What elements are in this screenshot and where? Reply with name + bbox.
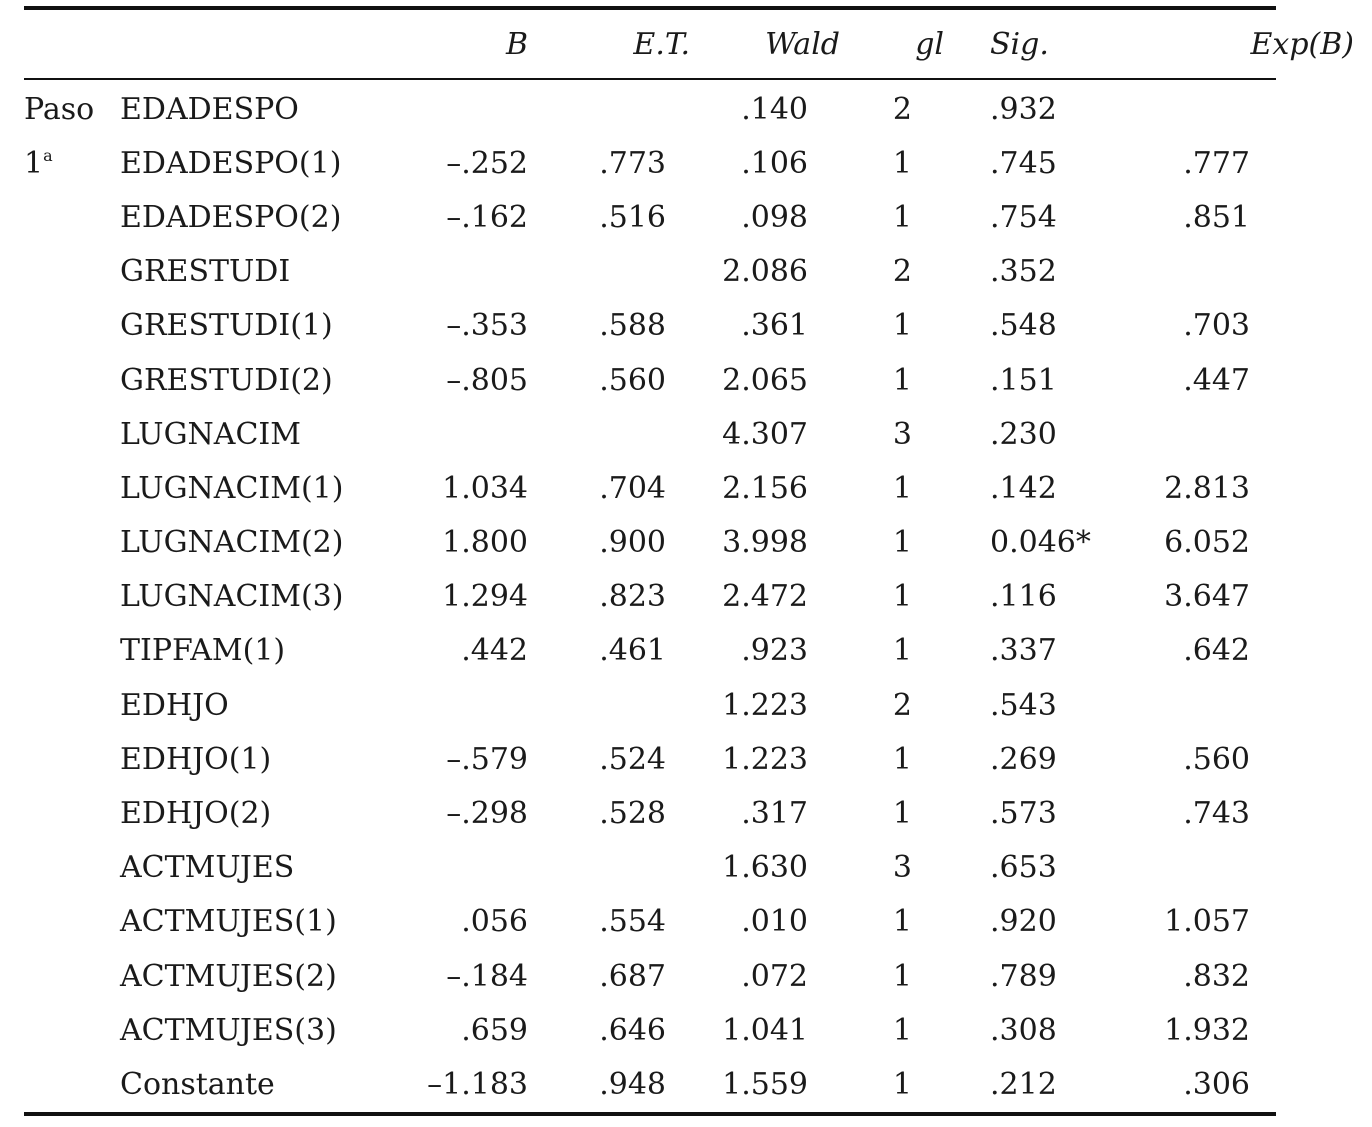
cell-exp: .306 bbox=[1183, 1066, 1250, 1102]
cell-exp: .447 bbox=[1183, 362, 1250, 398]
cell-exp: .832 bbox=[1183, 958, 1250, 994]
cell-gl: 3 bbox=[892, 850, 912, 886]
cell-wald: .140 bbox=[741, 91, 808, 127]
header-step bbox=[24, 10, 120, 78]
cell-var: ACTMUJES(2) bbox=[120, 958, 337, 994]
table-row bbox=[24, 1003, 1276, 1057]
cell-var: ACTMUJES bbox=[120, 850, 295, 886]
cell-step bbox=[24, 895, 120, 949]
cell-gl: 1 bbox=[892, 362, 912, 398]
table-row bbox=[24, 949, 1276, 1003]
table-row bbox=[24, 1057, 1276, 1111]
cell-var: GRESTUDI(1) bbox=[120, 308, 333, 344]
header-b: B bbox=[505, 26, 528, 62]
cell-wald: .361 bbox=[741, 308, 808, 344]
step-number bbox=[24, 136, 120, 190]
cell-exp: 2.813 bbox=[1164, 470, 1250, 506]
cell-var: EDHJO(1) bbox=[120, 741, 272, 777]
cell-b: –.579 bbox=[446, 741, 528, 777]
header-variable bbox=[120, 10, 382, 78]
table-row bbox=[24, 895, 1276, 949]
cell-step bbox=[24, 624, 120, 678]
cell-sig: .653 bbox=[990, 850, 1057, 886]
cell-gl: 2 bbox=[892, 254, 912, 290]
cell-gl: 1 bbox=[892, 308, 912, 344]
cell-sig: .573 bbox=[990, 796, 1057, 832]
cell-wald: 1.223 bbox=[722, 687, 808, 723]
cell-wald: 1.041 bbox=[722, 1012, 808, 1048]
cell-b: 1.034 bbox=[442, 470, 528, 506]
regression-table bbox=[24, 6, 1354, 1116]
cell-sig: .920 bbox=[990, 904, 1057, 940]
cell-gl: 1 bbox=[892, 741, 912, 777]
cell-step bbox=[24, 841, 120, 895]
cell-b: –1.183 bbox=[427, 1066, 528, 1102]
header-row bbox=[24, 10, 1372, 78]
cell-sig: .754 bbox=[990, 199, 1057, 235]
cell-et: .560 bbox=[599, 362, 666, 398]
cell-exp: .642 bbox=[1183, 633, 1250, 669]
cell-et: .948 bbox=[599, 1066, 666, 1102]
cell-exp: .851 bbox=[1183, 199, 1250, 235]
cell-et: .528 bbox=[599, 796, 666, 832]
cell-b: .056 bbox=[461, 904, 528, 940]
cell-wald: .072 bbox=[741, 958, 808, 994]
cell-var: EDADESPO(2) bbox=[120, 199, 342, 235]
cell-sig: .745 bbox=[990, 145, 1057, 181]
cell-exp bbox=[1067, 80, 1276, 136]
cell-step bbox=[24, 299, 120, 353]
cell-gl: 1 bbox=[892, 904, 912, 940]
cell-b: –.805 bbox=[446, 362, 528, 398]
cell-et: .704 bbox=[599, 470, 666, 506]
cell-b: –.298 bbox=[446, 796, 528, 832]
cell-sig: .352 bbox=[990, 254, 1057, 290]
cell-gl: 1 bbox=[892, 1066, 912, 1102]
cell-gl: 3 bbox=[892, 416, 912, 452]
cell-sig: .116 bbox=[990, 579, 1057, 615]
coefficients-table bbox=[24, 10, 1372, 78]
cell-var: EDHJO bbox=[120, 687, 229, 723]
cell-et bbox=[528, 841, 666, 895]
table-row bbox=[24, 190, 1276, 244]
cell-et: .461 bbox=[599, 633, 666, 669]
step-label: Paso bbox=[24, 91, 95, 127]
cell-b: –.252 bbox=[446, 145, 528, 181]
cell-et bbox=[528, 678, 666, 732]
cell-wald: 2.472 bbox=[722, 579, 808, 615]
cell-var: ACTMUJES(1) bbox=[120, 904, 337, 940]
table-row bbox=[24, 299, 1276, 353]
table-header bbox=[24, 10, 1372, 78]
cell-exp: .703 bbox=[1183, 308, 1250, 344]
cell-var: EDHJO(2) bbox=[120, 796, 272, 832]
bottom-rule bbox=[24, 1112, 1276, 1116]
cell-wald: .098 bbox=[741, 199, 808, 235]
cell-var: ACTMUJES(3) bbox=[120, 1012, 337, 1048]
cell-gl: 1 bbox=[892, 633, 912, 669]
cell-sig: .932 bbox=[990, 91, 1057, 127]
step-footnote-marker: a bbox=[43, 145, 53, 165]
cell-wald: 4.307 bbox=[722, 416, 808, 452]
cell-step bbox=[24, 190, 120, 244]
cell-exp: .743 bbox=[1183, 796, 1250, 832]
table-row bbox=[24, 570, 1276, 624]
cell-exp bbox=[1067, 245, 1276, 299]
cell-exp bbox=[1067, 678, 1276, 732]
cell-b: 1.294 bbox=[442, 579, 528, 615]
cell-et: .823 bbox=[599, 579, 666, 615]
cell-wald: 1.630 bbox=[722, 850, 808, 886]
cell-gl: 1 bbox=[892, 199, 912, 235]
table-row bbox=[24, 353, 1276, 407]
table-row bbox=[24, 245, 1276, 299]
header-exp: Exp(B) bbox=[1250, 26, 1354, 62]
cell-wald: .317 bbox=[741, 796, 808, 832]
cell-exp bbox=[1067, 841, 1276, 895]
cell-sig: .337 bbox=[990, 633, 1057, 669]
cell-et: .524 bbox=[599, 741, 666, 777]
cell-et bbox=[528, 245, 666, 299]
cell-et: .554 bbox=[599, 904, 666, 940]
cell-wald: .010 bbox=[741, 904, 808, 940]
step-number-text: 1 bbox=[24, 145, 44, 181]
cell-b bbox=[382, 407, 528, 461]
cell-step bbox=[24, 949, 120, 1003]
cell-sig: .789 bbox=[990, 958, 1057, 994]
cell-var: LUGNACIM(2) bbox=[120, 525, 344, 561]
cell-step bbox=[24, 570, 120, 624]
cell-sig: .548 bbox=[990, 308, 1057, 344]
cell-gl: 1 bbox=[892, 579, 912, 615]
header-sig: Sig. bbox=[990, 26, 1049, 62]
cell-gl: 1 bbox=[892, 145, 912, 181]
cell-b bbox=[382, 80, 528, 136]
cell-var: EDADESPO bbox=[120, 91, 299, 127]
cell-gl: 2 bbox=[892, 687, 912, 723]
cell-wald: 2.086 bbox=[722, 254, 808, 290]
cell-wald: 1.559 bbox=[722, 1066, 808, 1102]
cell-et bbox=[528, 407, 666, 461]
cell-exp: 1.932 bbox=[1164, 1012, 1250, 1048]
cell-b: .442 bbox=[461, 633, 528, 669]
cell-exp: .777 bbox=[1183, 145, 1250, 181]
cell-gl: 1 bbox=[892, 796, 912, 832]
header-wald: Wald bbox=[765, 26, 840, 62]
table-row bbox=[24, 841, 1276, 895]
cell-b: –.162 bbox=[446, 199, 528, 235]
cell-sig: .151 bbox=[990, 362, 1057, 398]
table-row bbox=[24, 678, 1276, 732]
table-row bbox=[24, 136, 1276, 190]
cell-gl: 1 bbox=[892, 1012, 912, 1048]
cell-var: LUGNACIM(3) bbox=[120, 579, 344, 615]
cell-wald: 2.156 bbox=[722, 470, 808, 506]
table-row bbox=[24, 80, 1276, 136]
cell-wald: 3.998 bbox=[722, 525, 808, 561]
cell-var: LUGNACIM bbox=[120, 416, 301, 452]
cell-sig: .142 bbox=[990, 470, 1057, 506]
header-et: E.T. bbox=[633, 26, 690, 62]
table-row bbox=[24, 732, 1276, 786]
coefficients-body bbox=[24, 80, 1276, 1112]
cell-step bbox=[24, 353, 120, 407]
cell-step bbox=[24, 245, 120, 299]
cell-et bbox=[528, 80, 666, 136]
header-gl: gl bbox=[915, 26, 944, 62]
cell-step bbox=[24, 1003, 120, 1057]
cell-var: TIPFAM(1) bbox=[120, 633, 286, 669]
cell-sig: .308 bbox=[990, 1012, 1057, 1048]
cell-sig: .269 bbox=[990, 741, 1057, 777]
cell-b: 1.800 bbox=[442, 525, 528, 561]
cell-exp: .560 bbox=[1183, 741, 1250, 777]
cell-step bbox=[24, 516, 120, 570]
cell-gl: 2 bbox=[892, 91, 912, 127]
cell-step bbox=[24, 407, 120, 461]
cell-b: –.353 bbox=[446, 308, 528, 344]
cell-exp: 6.052 bbox=[1164, 525, 1250, 561]
cell-wald: .923 bbox=[741, 633, 808, 669]
cell-var: Constante bbox=[120, 1066, 275, 1102]
cell-gl: 1 bbox=[892, 525, 912, 561]
cell-b bbox=[382, 678, 528, 732]
cell-gl: 1 bbox=[892, 958, 912, 994]
cell-var: GRESTUDI(2) bbox=[120, 362, 333, 398]
cell-et: .773 bbox=[599, 145, 666, 181]
cell-sig: .212 bbox=[990, 1066, 1057, 1102]
cell-wald: 1.223 bbox=[722, 741, 808, 777]
cell-b bbox=[382, 245, 528, 299]
cell-exp bbox=[1067, 407, 1276, 461]
cell-exp: 1.057 bbox=[1164, 904, 1250, 940]
cell-et: .516 bbox=[599, 199, 666, 235]
cell-b: .659 bbox=[461, 1012, 528, 1048]
cell-var: GRESTUDI bbox=[120, 254, 291, 290]
table-row bbox=[24, 461, 1276, 515]
cell-step bbox=[24, 678, 120, 732]
table-row bbox=[24, 407, 1276, 461]
cell-sig: 0.046* bbox=[990, 525, 1091, 561]
cell-step bbox=[24, 461, 120, 515]
cell-step bbox=[24, 732, 120, 786]
cell-exp: 3.647 bbox=[1164, 579, 1250, 615]
cell-sig: .230 bbox=[990, 416, 1057, 452]
cell-b: –.184 bbox=[446, 958, 528, 994]
table-body bbox=[24, 80, 1276, 1112]
table-row bbox=[24, 786, 1276, 840]
table-row bbox=[24, 624, 1276, 678]
cell-et: .588 bbox=[599, 308, 666, 344]
cell-sig: .543 bbox=[990, 687, 1057, 723]
cell-wald: .106 bbox=[741, 145, 808, 181]
cell-gl: 1 bbox=[892, 470, 912, 506]
cell-var: EDADESPO(1) bbox=[120, 145, 342, 181]
cell-et: .900 bbox=[599, 525, 666, 561]
cell-step bbox=[24, 1057, 120, 1111]
cell-var: LUGNACIM(1) bbox=[120, 470, 344, 506]
cell-step bbox=[24, 786, 120, 840]
cell-et: .646 bbox=[599, 1012, 666, 1048]
cell-wald: 2.065 bbox=[722, 362, 808, 398]
table-row bbox=[24, 516, 1276, 570]
cell-b bbox=[382, 841, 528, 895]
cell-et: .687 bbox=[599, 958, 666, 994]
